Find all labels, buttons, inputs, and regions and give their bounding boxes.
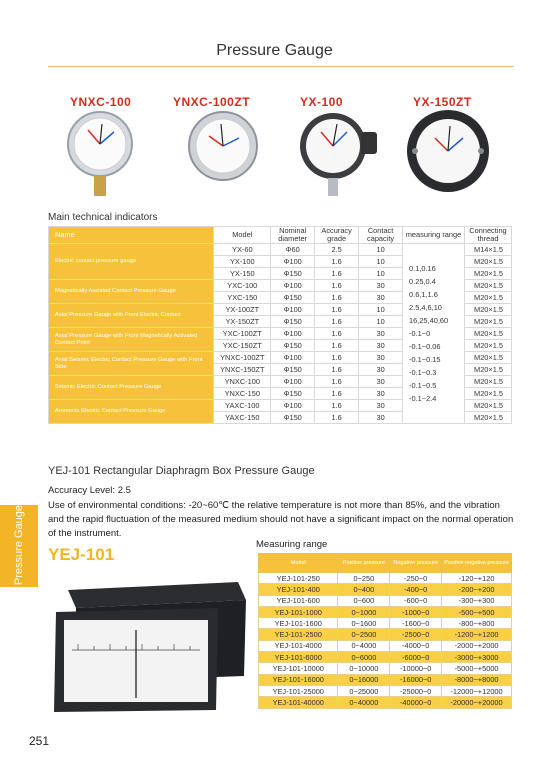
range-cell: YEJ-101-600 xyxy=(259,595,338,606)
cell-accuracy: 1.6 xyxy=(315,388,359,400)
cell-diameter: Φ100 xyxy=(271,376,315,388)
cell-contact: 10 xyxy=(359,316,403,328)
gauge-photo-yx-100 xyxy=(293,110,383,202)
range-value: -0.1~0.15 xyxy=(409,355,441,364)
cell-accuracy: 1.6 xyxy=(315,304,359,316)
range-row xyxy=(259,697,512,708)
side-tab-label: Pressure Gauge xyxy=(13,504,25,586)
range-row xyxy=(259,618,512,629)
gauge-photo-ynxc-100 xyxy=(60,110,140,202)
cell-model: YX-150ZT xyxy=(214,316,271,328)
range-cell: -600~0 xyxy=(390,595,442,606)
range-cell: YEJ-101-4000 xyxy=(259,640,338,651)
cell-diameter: Φ150 xyxy=(271,364,315,376)
cell-diameter: Φ60 xyxy=(271,244,315,256)
range-header-row xyxy=(259,554,512,573)
cell-model: YNXC-100ZT xyxy=(214,352,271,364)
table-row xyxy=(49,244,512,256)
cell-accuracy: 1.6 xyxy=(315,340,359,352)
cell-contact: 30 xyxy=(359,340,403,352)
range-header-negative: Negative pressure xyxy=(390,554,442,573)
cell-thread: M20×1.5 xyxy=(464,352,511,364)
cell-diameter: Φ150 xyxy=(271,268,315,280)
range-value: -0.1~0.5 xyxy=(409,381,437,390)
cell-model: YAXC-100 xyxy=(214,400,271,412)
range-row xyxy=(259,652,512,663)
cell-contact: 30 xyxy=(359,352,403,364)
range-header-posneg: Positive negative pressure xyxy=(442,554,512,573)
cell-contact: 30 xyxy=(359,280,403,292)
header-name: Name xyxy=(49,227,214,244)
range-cell: 0~40000 xyxy=(338,697,390,708)
cell-model: YX-100 xyxy=(214,256,271,268)
yej-model-title: YEJ-101 xyxy=(48,545,115,564)
group-name: Ammonia Electric Contact Pressure Gauge xyxy=(49,400,214,424)
side-tab xyxy=(0,505,38,587)
range-cell: -25000~0 xyxy=(390,685,442,696)
header-diameter: Nominal diameter xyxy=(271,227,315,244)
measuring-range-caption: Measuring range xyxy=(256,539,328,550)
cell-model: YX-150 xyxy=(214,268,271,280)
model-label-yx-150zt: YX-150ZT xyxy=(413,95,472,109)
cell-accuracy: 1.6 xyxy=(315,328,359,340)
range-row xyxy=(259,606,512,617)
range-row xyxy=(259,629,512,640)
range-cell: -4000~0 xyxy=(390,640,442,651)
range-row xyxy=(259,573,512,584)
cell-contact: 30 xyxy=(359,376,403,388)
cell-thread: M20×1.5 xyxy=(464,280,511,292)
cell-accuracy: 1.6 xyxy=(315,280,359,292)
cell-thread: M20×1.5 xyxy=(464,268,511,280)
cell-model: YXC-150ZT xyxy=(214,340,271,352)
cell-accuracy: 1.6 xyxy=(315,352,359,364)
cell-accuracy: 1.6 xyxy=(315,316,359,328)
cell-accuracy: 2.5 xyxy=(315,244,359,256)
page-title: Pressure Gauge xyxy=(216,42,333,59)
range-cell: 0~1600 xyxy=(338,618,390,629)
cell-thread: M20×1.5 xyxy=(464,412,511,424)
cell-diameter: Φ100 xyxy=(271,256,315,268)
cell-contact: 30 xyxy=(359,388,403,400)
range-header-model: Model xyxy=(259,554,338,573)
cell-diameter: Φ100 xyxy=(271,280,315,292)
cell-diameter: Φ150 xyxy=(271,388,315,400)
cell-thread: M20×1.5 xyxy=(464,340,511,352)
range-cell: 0~400 xyxy=(338,584,390,595)
range-cell: -3000~+3000 xyxy=(442,652,512,663)
header-thread: Connecting thread xyxy=(464,227,511,244)
cell-accuracy: 1.6 xyxy=(315,364,359,376)
cell-contact: 30 xyxy=(359,364,403,376)
cell-contact: 30 xyxy=(359,400,403,412)
range-value: 2.5,4,6,10 xyxy=(409,303,442,312)
range-cell: YEJ-101-2500 xyxy=(259,629,338,640)
cell-thread: M20×1.5 xyxy=(464,376,511,388)
cell-model: YXC-150 xyxy=(214,292,271,304)
range-cell: 0~6000 xyxy=(338,652,390,663)
range-cell: 0~2500 xyxy=(338,629,390,640)
range-cell: 0~10000 xyxy=(338,663,390,674)
group-name: Electric contact pressure gauge xyxy=(49,244,214,280)
cell-diameter: Φ100 xyxy=(271,352,315,364)
cell-model: YNXC-150 xyxy=(214,388,271,400)
page-number: 251 xyxy=(29,734,50,748)
range-cell: -10000~0 xyxy=(390,663,442,674)
group-name: Seismic Electric Contact Pressure Gauge xyxy=(49,376,214,400)
cell-diameter: Φ150 xyxy=(271,292,315,304)
header-range: measuring range xyxy=(403,227,465,244)
gauge-photo-ynxc-100zt xyxy=(183,110,263,202)
cell-diameter: Φ100 xyxy=(271,400,315,412)
cell-accuracy: 1.6 xyxy=(315,400,359,412)
cell-diameter: Φ150 xyxy=(271,412,315,424)
cell-thread: M20×1.5 xyxy=(464,292,511,304)
range-value: -0.1~0 xyxy=(409,329,431,338)
range-cell: -2500~0 xyxy=(390,629,442,640)
range-row xyxy=(259,674,512,685)
header-contact: Contact capacity xyxy=(359,227,403,244)
range-cell: -500~+500 xyxy=(442,606,512,617)
header-accuracy: Accuracy grade xyxy=(315,227,359,244)
range-cell: 0~1000 xyxy=(338,606,390,617)
range-cell: -400~0 xyxy=(390,584,442,595)
range-row xyxy=(259,584,512,595)
range-value: 0.1,0.16 xyxy=(409,264,436,273)
range-cell: -40000~0 xyxy=(390,697,442,708)
range-cell: YEJ-101-1600 xyxy=(259,618,338,629)
range-cell: 0~600 xyxy=(338,595,390,606)
range-cell: 0~250 xyxy=(338,573,390,584)
cell-accuracy: 1.6 xyxy=(315,292,359,304)
range-value: -0.1~2.4 xyxy=(409,394,437,403)
cell-model: YX-60 xyxy=(214,244,271,256)
cell-model: YX-100ZT xyxy=(214,304,271,316)
main-table-title: Main technical indicators xyxy=(48,212,158,223)
accuracy-level: Accuracy Level: 2.5 xyxy=(48,485,131,496)
main-table-body xyxy=(49,227,512,424)
cell-contact: 30 xyxy=(359,292,403,304)
cell-model: YXC-100 xyxy=(214,280,271,292)
measuring-range-cell xyxy=(403,244,465,424)
cell-diameter: Φ100 xyxy=(271,304,315,316)
range-cell: -2000~+2000 xyxy=(442,640,512,651)
title-divider xyxy=(48,66,514,67)
cell-thread: M20×1.5 xyxy=(464,316,511,328)
range-row xyxy=(259,663,512,674)
cell-contact: 10 xyxy=(359,268,403,280)
cell-thread: M14×1.5 xyxy=(464,244,511,256)
range-cell: -12000~+12000 xyxy=(442,685,512,696)
range-cell: YEJ-101-400 xyxy=(259,584,338,595)
range-table-body xyxy=(259,554,512,709)
group-name: Axial Seismic Electric Contact Pressure Gauge with Front Side xyxy=(49,352,214,376)
range-cell: YEJ-101-25000 xyxy=(259,685,338,696)
range-cell: YEJ-101-16000 xyxy=(259,674,338,685)
range-cell: 0~25000 xyxy=(338,685,390,696)
cell-thread: M20×1.5 xyxy=(464,328,511,340)
gauge-photo-yx-150zt xyxy=(405,108,491,194)
range-cell: -120~+120 xyxy=(442,573,512,584)
cell-thread: M20×1.5 xyxy=(464,400,511,412)
header-model: Model xyxy=(214,227,271,244)
range-row xyxy=(259,640,512,651)
model-label-ynxc-100: YNXC-100 xyxy=(70,95,132,109)
yej-section-heading: YEJ-101 Rectangular Diaphragm Box Pressure Gauge xyxy=(48,465,315,477)
range-cell: YEJ-101-6000 xyxy=(259,652,338,663)
range-header-positive: Positive pressure xyxy=(338,554,390,573)
range-cell: -6000~0 xyxy=(390,652,442,663)
range-cell: -16000~0 xyxy=(390,674,442,685)
cell-accuracy: 1.6 xyxy=(315,376,359,388)
cell-accuracy: 1.6 xyxy=(315,412,359,424)
range-cell: -8000~+8000 xyxy=(442,674,512,685)
cell-contact: 10 xyxy=(359,304,403,316)
cell-model: YNXC-100 xyxy=(214,376,271,388)
cell-contact: 30 xyxy=(359,412,403,424)
measuring-range-table xyxy=(258,553,512,709)
range-cell: -200~+200 xyxy=(442,584,512,595)
group-name: Axial Pressure Gauge with Front Magnetically Activated Contact Point xyxy=(49,328,214,352)
main-technical-table xyxy=(48,226,512,424)
environment-conditions: Use of environmental conditions: -20~60℃ the relative temperature is not more than 85%, and the vibration and the rapid fluctuation of the measured medium should not have a significant impact on the normal operation of the instrument. xyxy=(48,500,514,539)
range-value: -0.1~0.06 xyxy=(409,342,441,351)
range-row xyxy=(259,685,512,696)
range-cell: -1600~0 xyxy=(390,618,442,629)
cell-accuracy: 1.6 xyxy=(315,256,359,268)
range-cell: YEJ-101-10000 xyxy=(259,663,338,674)
cell-thread: M20×1.5 xyxy=(464,256,511,268)
cell-contact: 10 xyxy=(359,256,403,268)
group-name: Magnetically Assisted Contact Pressure Gauge xyxy=(49,280,214,304)
cell-thread: M20×1.5 xyxy=(464,304,511,316)
cell-model: YNXC-150ZT xyxy=(214,364,271,376)
range-cell: YEJ-101-250 xyxy=(259,573,338,584)
cell-model: YXC-100ZT xyxy=(214,328,271,340)
range-cell: 0~16000 xyxy=(338,674,390,685)
range-value: 0.6,1,1.6 xyxy=(409,290,438,299)
range-cell: -250~0 xyxy=(390,573,442,584)
range-cell: -300~+300 xyxy=(442,595,512,606)
range-cell: YEJ-101-1000 xyxy=(259,606,338,617)
cell-diameter: Φ150 xyxy=(271,316,315,328)
range-value: 16,25,40,60 xyxy=(409,316,449,325)
range-row xyxy=(259,595,512,606)
range-cell: -20000~+20000 xyxy=(442,697,512,708)
cell-thread: M20×1.5 xyxy=(464,364,511,376)
model-label-ynxc-100zt: YNXC-100ZT xyxy=(173,95,251,109)
range-value: 0.25,0.4 xyxy=(409,277,436,286)
range-cell: YEJ-101-40000 xyxy=(259,697,338,708)
range-value: -0.1~0.3 xyxy=(409,368,437,377)
range-cell: -1200~+1200 xyxy=(442,629,512,640)
range-cell: -1000~0 xyxy=(390,606,442,617)
range-cell: -800~+800 xyxy=(442,618,512,629)
cell-contact: 30 xyxy=(359,328,403,340)
cell-contact: 10 xyxy=(359,244,403,256)
range-cell: 0~4000 xyxy=(338,640,390,651)
cell-accuracy: 1.6 xyxy=(315,268,359,280)
range-cell: -5000~+5000 xyxy=(442,663,512,674)
cell-diameter: Φ100 xyxy=(271,328,315,340)
cell-diameter: Φ150 xyxy=(271,340,315,352)
cell-thread: M20×1.5 xyxy=(464,388,511,400)
rectangular-gauge-photo xyxy=(48,578,248,713)
table-header-row xyxy=(49,227,512,244)
cell-model: YAXC-150 xyxy=(214,412,271,424)
group-name: Axial Pressure Gauge with Front Electric Contact xyxy=(49,304,214,328)
model-label-yx-100: YX-100 xyxy=(300,95,344,109)
